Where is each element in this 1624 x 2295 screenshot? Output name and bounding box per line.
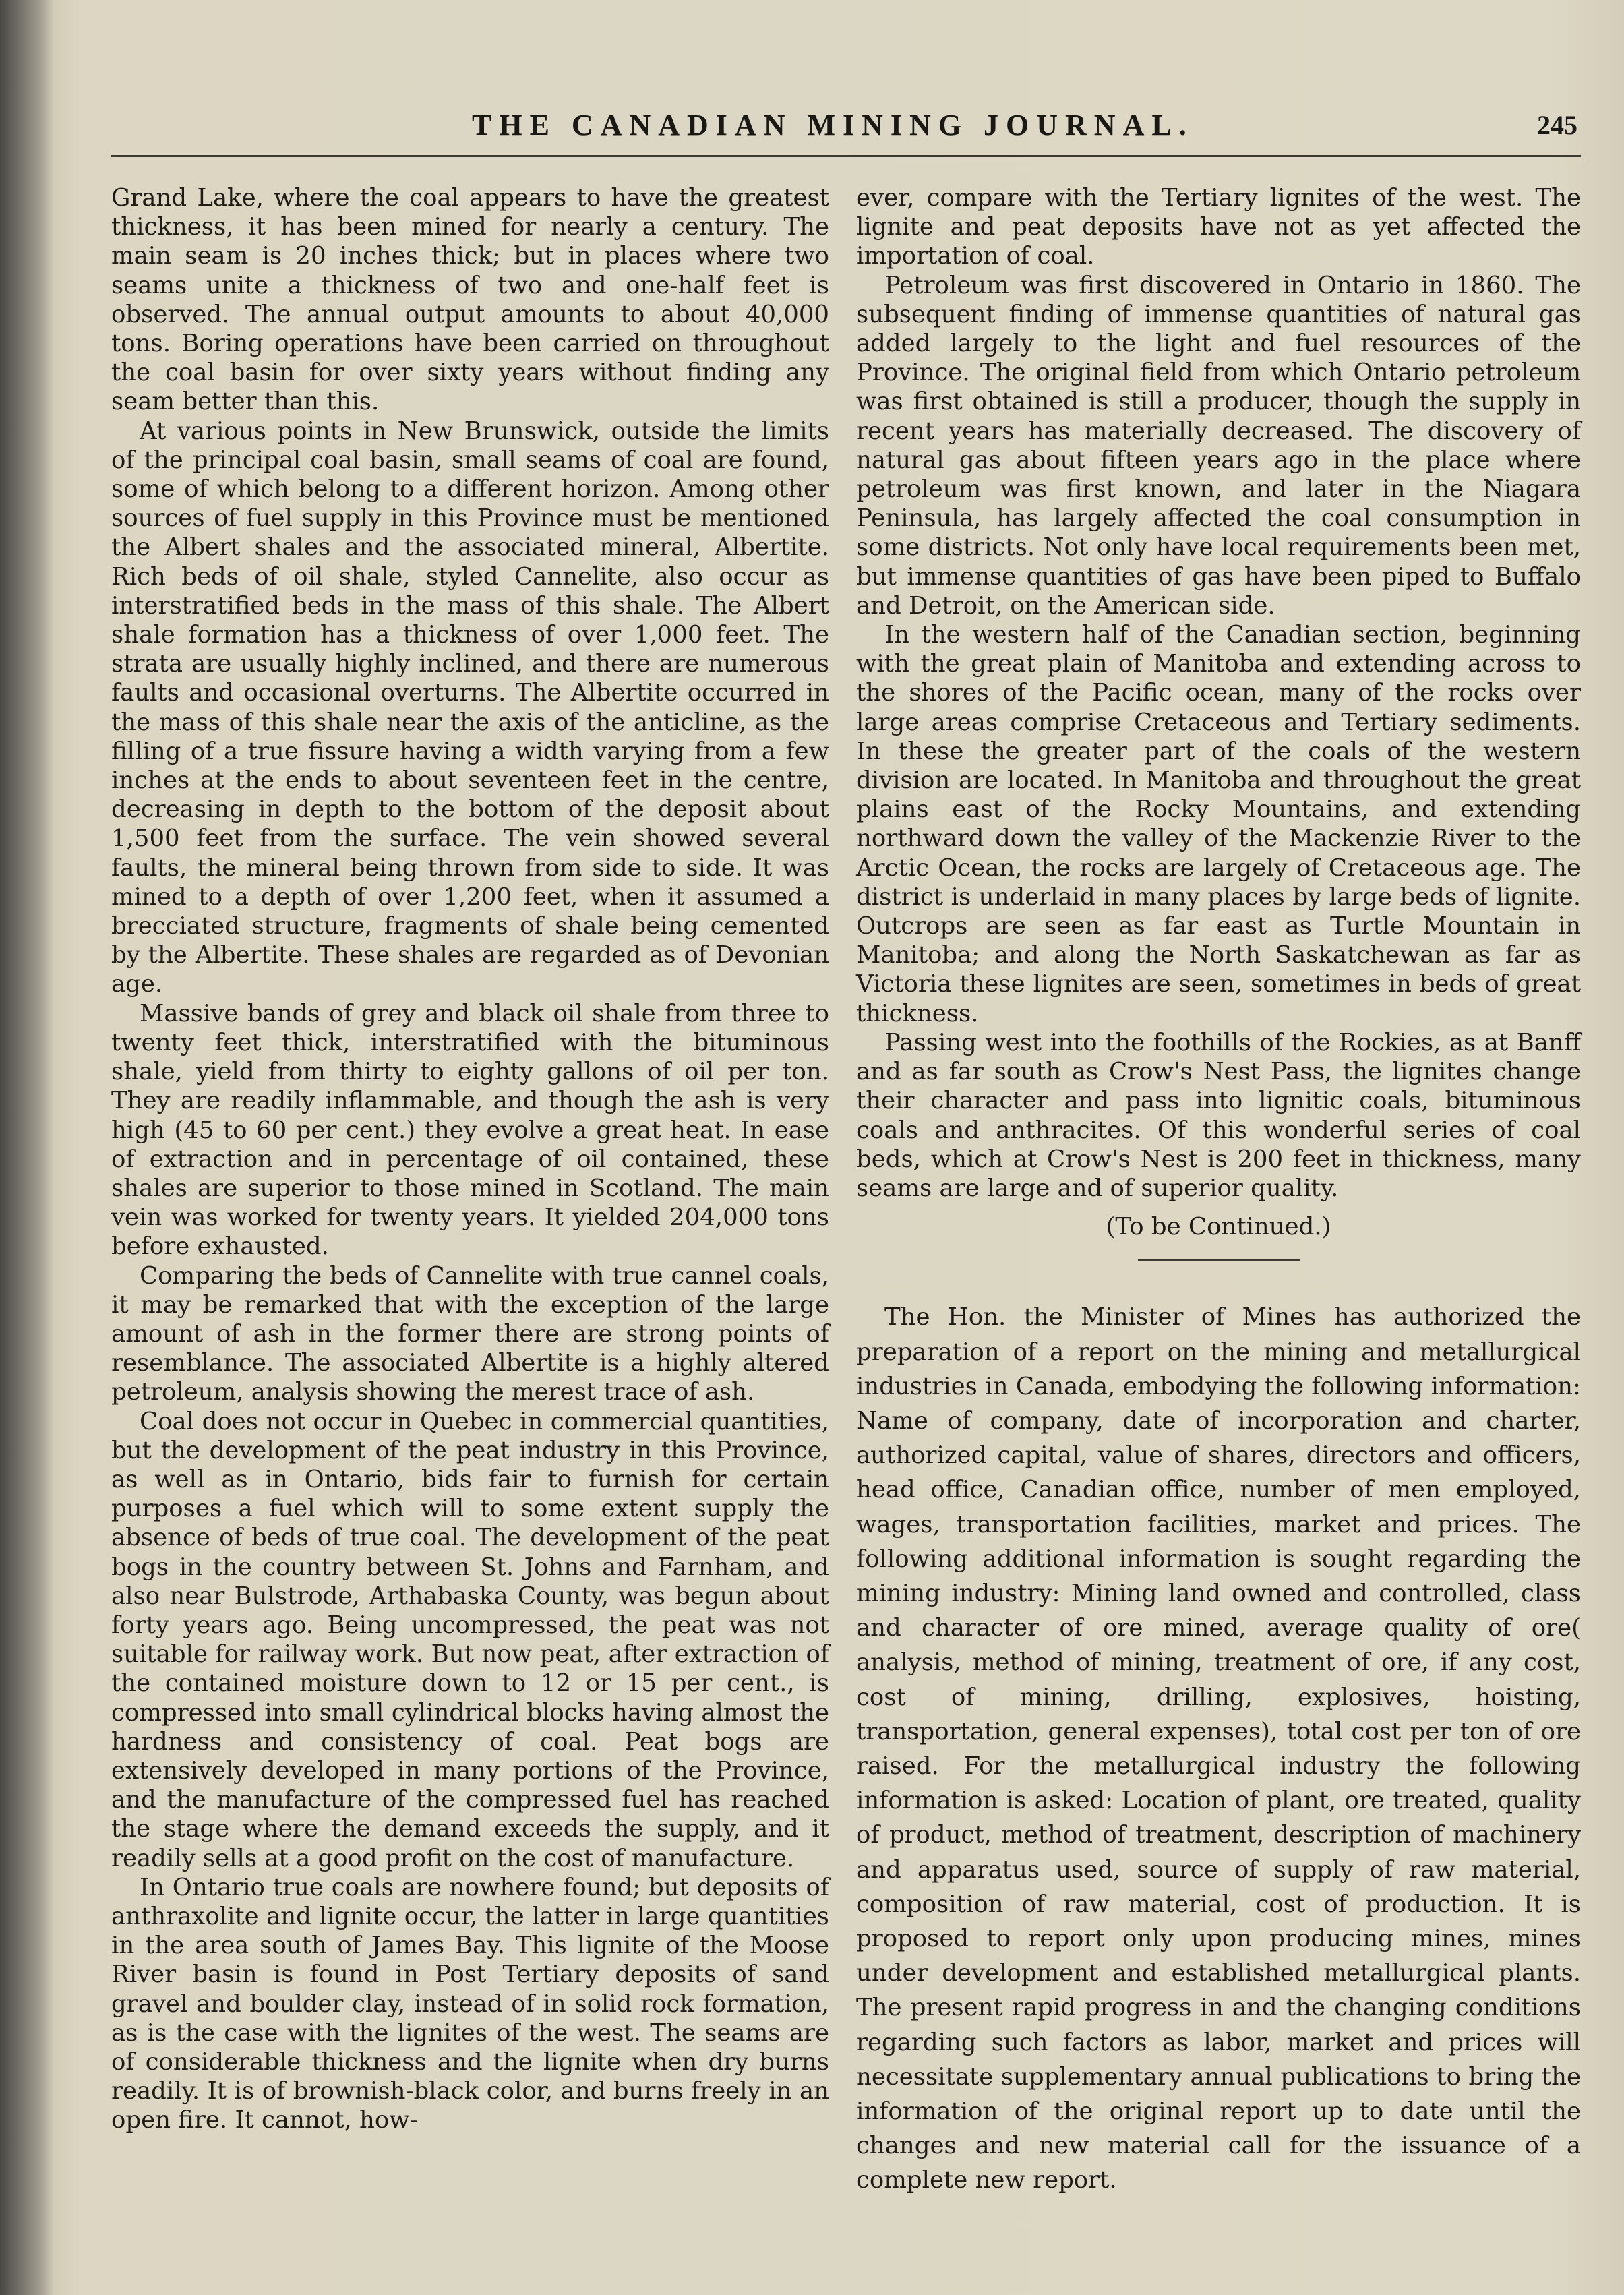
paragraph: In the western half of the Canadian section, beginning with the great plain of Manitoba and extending across to the shores of the Pacific ocean, many of the rocks over large areas comprise Cretaceous and Tertiary sediments. In these the greater part of the coals of the western division are located. In Manitoba and throughout the great plains east of the Rocky Mountains, and extending northward down the valley of the Mackenzie River to the Arctic Ocean, the rocks are largely of Cretaceous age. The district is underlaid in many places by large beds of lignite. Outcrops are seen as far east as Turtle Mountain in Manitoba; and along the North Saskatchewan as far as Victoria these lignites are seen, sometimes in beds of great thickness. [856, 621, 1581, 1027]
paragraph: Passing west into the foothills of the Rockies, as at Banff and as far south as Crow's Nest Pass, the lignites change their character and pass into lignitic coals, bituminous coals and anthracites. Of this wonderful series of coal beds, which at Crow's Nest is 200 feet in thickness, many seams are large and of superior quality. [856, 1028, 1581, 1202]
paragraph: ever, compare with the Tertiary lignites of the west. The lignite and peat deposits have not as yet affected the importation of coal. [856, 184, 1581, 270]
page-number: 245 [1537, 110, 1577, 140]
book-spine-shadow [0, 0, 54, 2295]
minister-notice [856, 1300, 1581, 2197]
to-be-continued-note: (To be Continued.) [1106, 1213, 1331, 1241]
paragraph: At various points in New Brunswick, outside the limits of the principal coal basin, small seams of coal are found, some of which belong to a different horizon. Among other sources of fuel supply in this Province must be mentioned the Albert shales and the associated mineral, Albertite. Rich beds of oil shale, styled Cannelite, also occur as interstratified beds in the mass of this shale. The Albert shale formation has a thickness of over 1,000 feet. The strata are usually highly inclined, and there are numerous faults and occasional overturns. The Albertite occurred in the mass of this shale near the axis of the anticline, as the filling of a true fissure having a width varying from a few inches at the ends to about seventeen feet in the centre, decreasing in depth to the bottom of the deposit about 1,500 feet from the surface. The vein showed several faults, the mineral being thrown from side to side. It was mined to a depth of over 1,200 feet, when it assumed a brecciated structure, fragments of shale being cemented by the Albertite. These shales are regarded as of Devonian age. [111, 417, 829, 999]
paragraph: Coal does not occur in Quebec in commercial quantities, but the development of the peat industry in this Province, as well as in Ontario, bids fair to furnish for certain purposes a fuel which will to some extent supply the absence of beds of true coal. The development of the peat bogs in the country between St. Johns and Farnham, and also near Bulstrode, Arthabaska County, was begun about forty years ago. Being uncompressed, the peat was not suitable for railway work. But now peat, after extraction of the contained moisture down to 12 or 15 per cent., is compressed into small cylindrical blocks having almost the hardness and consistency of coal. Peat bogs are extensively developed in many portions of the Province, and the manufacture of the compressed fuel has reached the stage where the demand exceeds the supply, and it readily sells at a good profit on the cost of manufacture. [111, 1407, 829, 1872]
paragraph: In Ontario true coals are nowhere found; but deposits of anthraxolite and lignite occur, the latter in large quantities in the area south of James Bay. This lignite of the Moose River basin is found in Post Tertiary deposits of sand gravel and boulder clay, instead of in solid rock formation, as is the case with the lignites of the west. The seams are of considerable thickness and the lignite when dry burns readily. It is of brownish-black color, and burns freely in an open fire. It cannot, how- [111, 1873, 829, 2135]
paragraph: Massive bands of grey and black oil shale from three to twenty feet thick, interstratified with the bituminous shale, yield from thirty to eighty gallons of oil per ton. They are readily inflammable, and though the ash is very high (45 to 60 per cent.) they evolve a great heat. In ease of extraction and in percentage of oil contained, these shales are superior to those mined in Scotland. The main vein was worked for twenty years. It yielded 204,000 tons before exhausted. [111, 999, 829, 1261]
paragraph: Petroleum was first discovered in Ontario in 1860. The subsequent finding of immense quantities of natural gas added largely to the light and fuel resources of the Province. The original field from which Ontario petroleum was first obtained is still a producer, though the supply in recent years has materially decreased. The discovery of natural gas about fifteen years ago in the place where petroleum was first known, and later in the Niagara Peninsula, has largely affected the coal consumption in some districts. Not only have local requirements been met, but immense quantities of gas have been piped to Buffalo and Detroit, on the American side. [856, 271, 1581, 620]
paragraph: Grand Lake, where the coal appears to have the greatest thickness, it has been mined for nearly a century. The main seam is 20 inches thick; but in places where two seams unite a thickness of two and one-half feet is observed. The annual output amounts to about 40,000 tons. Boring operations have been carried on throughout the coal basin for over sixty years without finding any seam better than this. [111, 184, 829, 416]
journal-title: THE CANADIAN MINING JOURNAL. [472, 109, 1194, 142]
paragraph: Comparing the beds of Cannelite with true cannel coals, it may be remarked that with the exception of the large amount of ash in the former there are strong points of resemblance. The associated Albertite is a highly altered petroleum, analysis showing the merest trace of ash. [111, 1261, 829, 1406]
page-header [472, 108, 1584, 155]
section-divider [1138, 1259, 1300, 1261]
right-column [856, 183, 1581, 2198]
header-rule [111, 155, 1581, 157]
notice-paragraph: The Hon. the Minister of Mines has authorized the preparation of a report on the mining and metallurgical industries in Canada, embodying the following information: Name of company, date of incorporation and charter, authorized capital, value of shares, directors and officers, head office, Canadian office, number of men employed, wages, transportation facilities, market and prices. The following additional information is sought regarding the mining industry: Mining land owned and controlled, class and character of ore mined, average quality of ore( analysis, method of mining, treatment of ore, if any cost, cost of mining, drilling, explosives, hoisting, transportation, general expenses), total cost per ton of ore raised. For the metallurgical industry the following information is asked: Location of plant, ore treated, quality of product, method of treatment, description of machinery and apparatus used, source of supply of raw material, composition of raw material, cost of production. It is proposed to report only upon producing mines, mines under development and established metallurgical plants. The present rapid progress in and the changing conditions regarding such factors as labor, market and prices will necessitate supplementary annual publications to bring the information of the original report up to date until the changes and new material call for the issuance of a complete new report. [856, 1303, 1581, 2195]
left-column [111, 183, 829, 2135]
